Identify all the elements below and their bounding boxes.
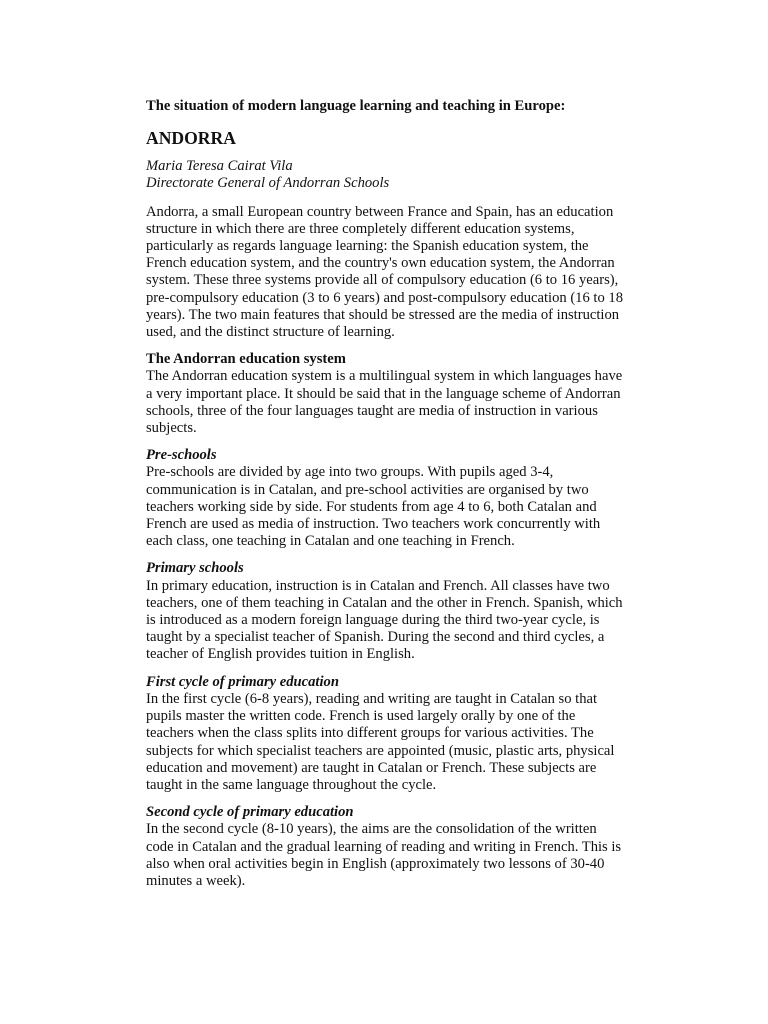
section-title: The Andorran education system bbox=[146, 351, 346, 368]
section-first-cycle bbox=[146, 674, 626, 794]
section-title: Second cycle of primary education bbox=[146, 804, 354, 821]
document-page bbox=[146, 98, 626, 890]
section-body: The Andorran education system is a multilingual system in which languages have a very important place. It should be said that in the language scheme of Andorran schools, three of the four languages taught are media of instruction in various subjects. bbox=[146, 368, 623, 437]
intro-paragraph: Andorra, a small European country between France and Spain, has an education structure in which there are three completely different education systems, particularly as regards language learning: the Spanish education system, the French education system, and the country's own education system, the Andorran system. These three systems provide all of compulsory education (6 to 16 years), pre-compulsory education (3 to 6 years) and post-compulsory education (16 to 18 years). The two main features that should be stressed are the media of instruction used, and the distinct structure of learning. bbox=[146, 203, 624, 341]
section-title: First cycle of primary education bbox=[146, 673, 339, 690]
country-title: ANDORRA bbox=[146, 128, 236, 149]
section-title: Pre-schools bbox=[146, 447, 217, 464]
section-body: Pre-schools are divided by age into two groups. With pupils aged 3-4, communication is in Catalan, and pre-school activities are organised by two teachers working side by side. For students from age 4 to 6, both Catalan and French are used as media of instruction. Two teachers work concurrently with each class, one teaching in Catalan and one teaching in French. bbox=[146, 464, 601, 550]
section-title: Primary schools bbox=[146, 560, 244, 577]
document-heading: The situation of modern language learning and teaching in Europe: bbox=[146, 98, 566, 114]
section-andorran-system bbox=[146, 351, 626, 437]
author-block bbox=[146, 158, 626, 192]
section-body: In the second cycle (8-10 years), the aims are the consolidation of the written code in Catalan and the gradual learning of reading and writing in French. This is also when oral activities begin in English (approximately two lessons of 30-40 minutes a week). bbox=[146, 821, 622, 889]
section-body: In the first cycle (6-8 years), reading and writing are taught in Catalan so that pupils master the written code. French is used largely orally by one of the teachers when the class splits into different groups for various activities. The subjects for which specialist teachers are appointed (music, plastic arts, physical education and movement) are taught in Catalan or French. These subjects are taught in the same language throughout the cycle. bbox=[146, 690, 615, 793]
section-primary-schools bbox=[146, 560, 626, 663]
section-body: In primary education, instruction is in Catalan and French. All classes have two teachers, one of them teaching in Catalan and the other in French. Spanish, which is introduced as a modern foreign language during the third two-year cycle, is taught by a specialist teacher of Spanish. During the second and third cycles, a teacher of English provides tuition in English. bbox=[146, 577, 623, 663]
author-affiliation: Directorate General of Andorran Schools bbox=[146, 175, 390, 192]
section-second-cycle bbox=[146, 804, 626, 890]
section-pre-schools bbox=[146, 447, 626, 550]
author-name: Maria Teresa Cairat Vila bbox=[146, 158, 293, 175]
